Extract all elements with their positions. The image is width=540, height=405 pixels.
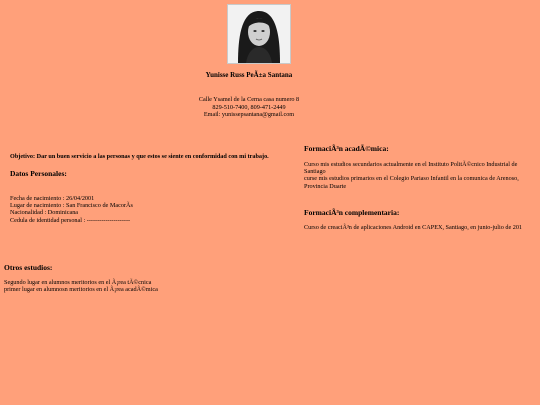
personal-data-heading: Datos Personales: [10,169,67,178]
education-heading: FormaciÃ³n acadÃ©mica: [304,144,389,153]
complementary-education-list [304,224,536,231]
education-secondary: Curso mis estudios secundarios actualmente en el Instituto PolitÃ©cnico Industrial de Santiago [304,161,518,176]
complementary-education-heading: FormaciÃ³n complementaria: [304,208,400,217]
contact-info [0,96,498,119]
email-line: Email: yunissepsantana@gmail.com [203,111,295,118]
nationality: Nacionalidad : Dominicana [10,209,79,217]
personal-data-list [10,195,133,224]
education-list [304,161,536,190]
complementary-course: Curso de creaciÃ³n de aplicaciones Android en CAPEX, Santiago, en junio-julio de 201 [304,224,523,231]
other-studies-list [4,279,158,293]
candidate-name: Yunisse Russ PeÃ±a Santana [205,71,293,79]
phone-line: 829-510-7400, 809-471-2449 [212,103,286,111]
address-line: Calle Ysamel de la Cerna casa numero 8 [198,96,300,103]
birth-place: Lugar de nacimiento : San Francisco de MacorÃs [10,202,133,210]
other-study-2: primer lugar en alumnosn meritorios en el Ã¡rea acadÃ©mica [4,286,158,294]
birth-date: Fecha de nacimiento : 26/04/2001 [10,195,95,202]
id-card: Cedula de identidad personal : --------------------- [10,216,131,224]
portrait-photo-icon [228,5,290,63]
education-primary: curse mis estudios primarios en el Colegio Pariaso Infantil en la comunica de Arenoso, Provincia Duarte [304,175,519,190]
objective-text: Objetivo: Dar un buen servicio a las personas y que estos se siente en conformidad con mi trabajo. [10,153,269,160]
other-studies-heading: Otros estudios: [4,263,53,272]
profile-photo [227,4,291,64]
other-study-1: Segundo lugar en alumnos meritorios en el Ã¡rea tÃ©cnica [4,279,152,286]
